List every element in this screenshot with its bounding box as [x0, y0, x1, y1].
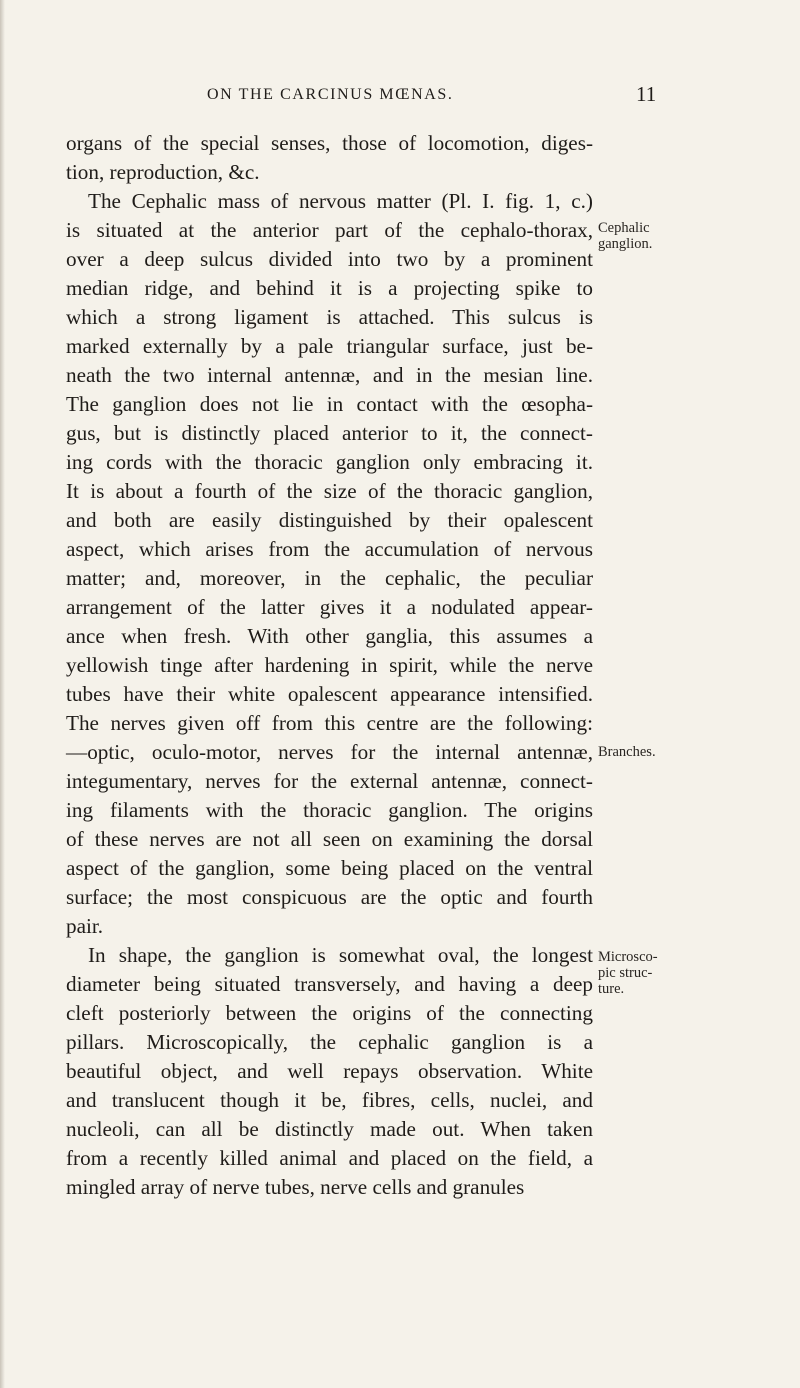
margin-note-line: Branches.: [598, 744, 656, 760]
text-line: aspect, which arises from the accumulation of nervous: [66, 537, 593, 561]
text-line: nucleoli, can all be distinctly made out. When taken: [66, 1117, 593, 1141]
running-head: [0, 82, 800, 110]
running-title: ON THE CARCINUS MŒNAS.: [207, 86, 454, 103]
text-line: which a strong ligament is attached. This sulcus is: [66, 305, 593, 329]
text-line: —optic, oculo-motor, nerves for the internal antennæ,: [66, 740, 593, 764]
text-line: ing filaments with the thoracic ganglion. The origins: [66, 798, 593, 822]
text-line: over a deep sulcus divided into two by a prominent: [66, 247, 593, 271]
text-line: aspect of the ganglion, some being placed on the ventral: [66, 856, 593, 880]
text-line: pair.: [66, 914, 104, 938]
text-line: It is about a fourth of the size of the thoracic ganglion,: [66, 479, 593, 503]
text-line: and translucent though it be, fibres, cells, nuclei, and: [66, 1088, 593, 1112]
margin-note-line: Cephalic: [598, 220, 650, 236]
text-line: The nerves given off from this centre are the following:: [66, 711, 593, 735]
binding-shadow: [0, 0, 5, 1388]
text-line: is situated at the anterior part of the cephalo-thorax,: [66, 218, 593, 242]
text-line: integumentary, nerves for the external antennæ, connect-: [66, 769, 593, 793]
margin-note-cephalic-ganglion: [598, 220, 652, 252]
text-line: marked externally by a pale triangular surface, just be-: [66, 334, 593, 358]
text-line: organs of the special senses, those of locomotion, diges-: [66, 131, 593, 155]
text-line: ance when fresh. With other ganglia, this assumes a: [66, 624, 593, 648]
margin-note-line: pic struc-: [598, 965, 653, 981]
margin-note-microscopic-structure: [598, 949, 658, 997]
text-line: matter; and, moreover, in the cephalic, the peculiar: [66, 566, 593, 590]
text-line: surface; the most conspicuous are the optic and fourth: [66, 885, 593, 909]
margin-note-line: ture.: [598, 981, 625, 997]
text-line: neath the two internal antennæ, and in the mesian line.: [66, 363, 593, 387]
text-line: tubes have their white opalescent appearance intensified.: [66, 682, 593, 706]
text-line: of these nerves are not all seen on examining the dorsal: [66, 827, 593, 851]
text-line: beautiful object, and well repays observation. White: [66, 1059, 593, 1083]
text-line: diameter being situated transversely, and having a deep: [66, 972, 593, 996]
margin-note-branches: [598, 744, 656, 760]
text-line: yellowish tinge after hardening in spirit, while the nerve: [66, 653, 593, 677]
text-line: and both are easily distinguished by their opalescent: [66, 508, 593, 532]
text-line: mingled array of nerve tubes, nerve cells and granules: [66, 1175, 525, 1199]
text-line: In shape, the ganglion is somewhat oval, the longest: [88, 943, 593, 967]
margin-note-line: ganglion.: [598, 236, 653, 252]
text-line: The Cephalic mass of nervous matter (Pl. I. fig. 1, c.): [88, 189, 593, 213]
text-line: pillars. Microscopically, the cephalic ganglion is a: [66, 1030, 593, 1054]
page-number: 11: [636, 82, 657, 106]
text-line: arrangement of the latter gives it a nodulated appear-: [66, 595, 593, 619]
text-line: The ganglion does not lie in contact with the œsopha-: [66, 392, 593, 416]
text-line: tion, reproduction, &c.: [66, 160, 260, 184]
margin-note-line: Microsco-: [598, 949, 658, 965]
text-line: gus, but is distinctly placed anterior to it, the connect-: [66, 421, 593, 445]
text-line: cleft posteriorly between the origins of the connecting: [66, 1001, 593, 1025]
text-line: median ridge, and behind it is a projecting spike to: [66, 276, 593, 300]
text-line: from a recently killed animal and placed on the field, a: [66, 1146, 593, 1170]
text-line: ing cords with the thoracic ganglion only embracing it.: [66, 450, 593, 474]
